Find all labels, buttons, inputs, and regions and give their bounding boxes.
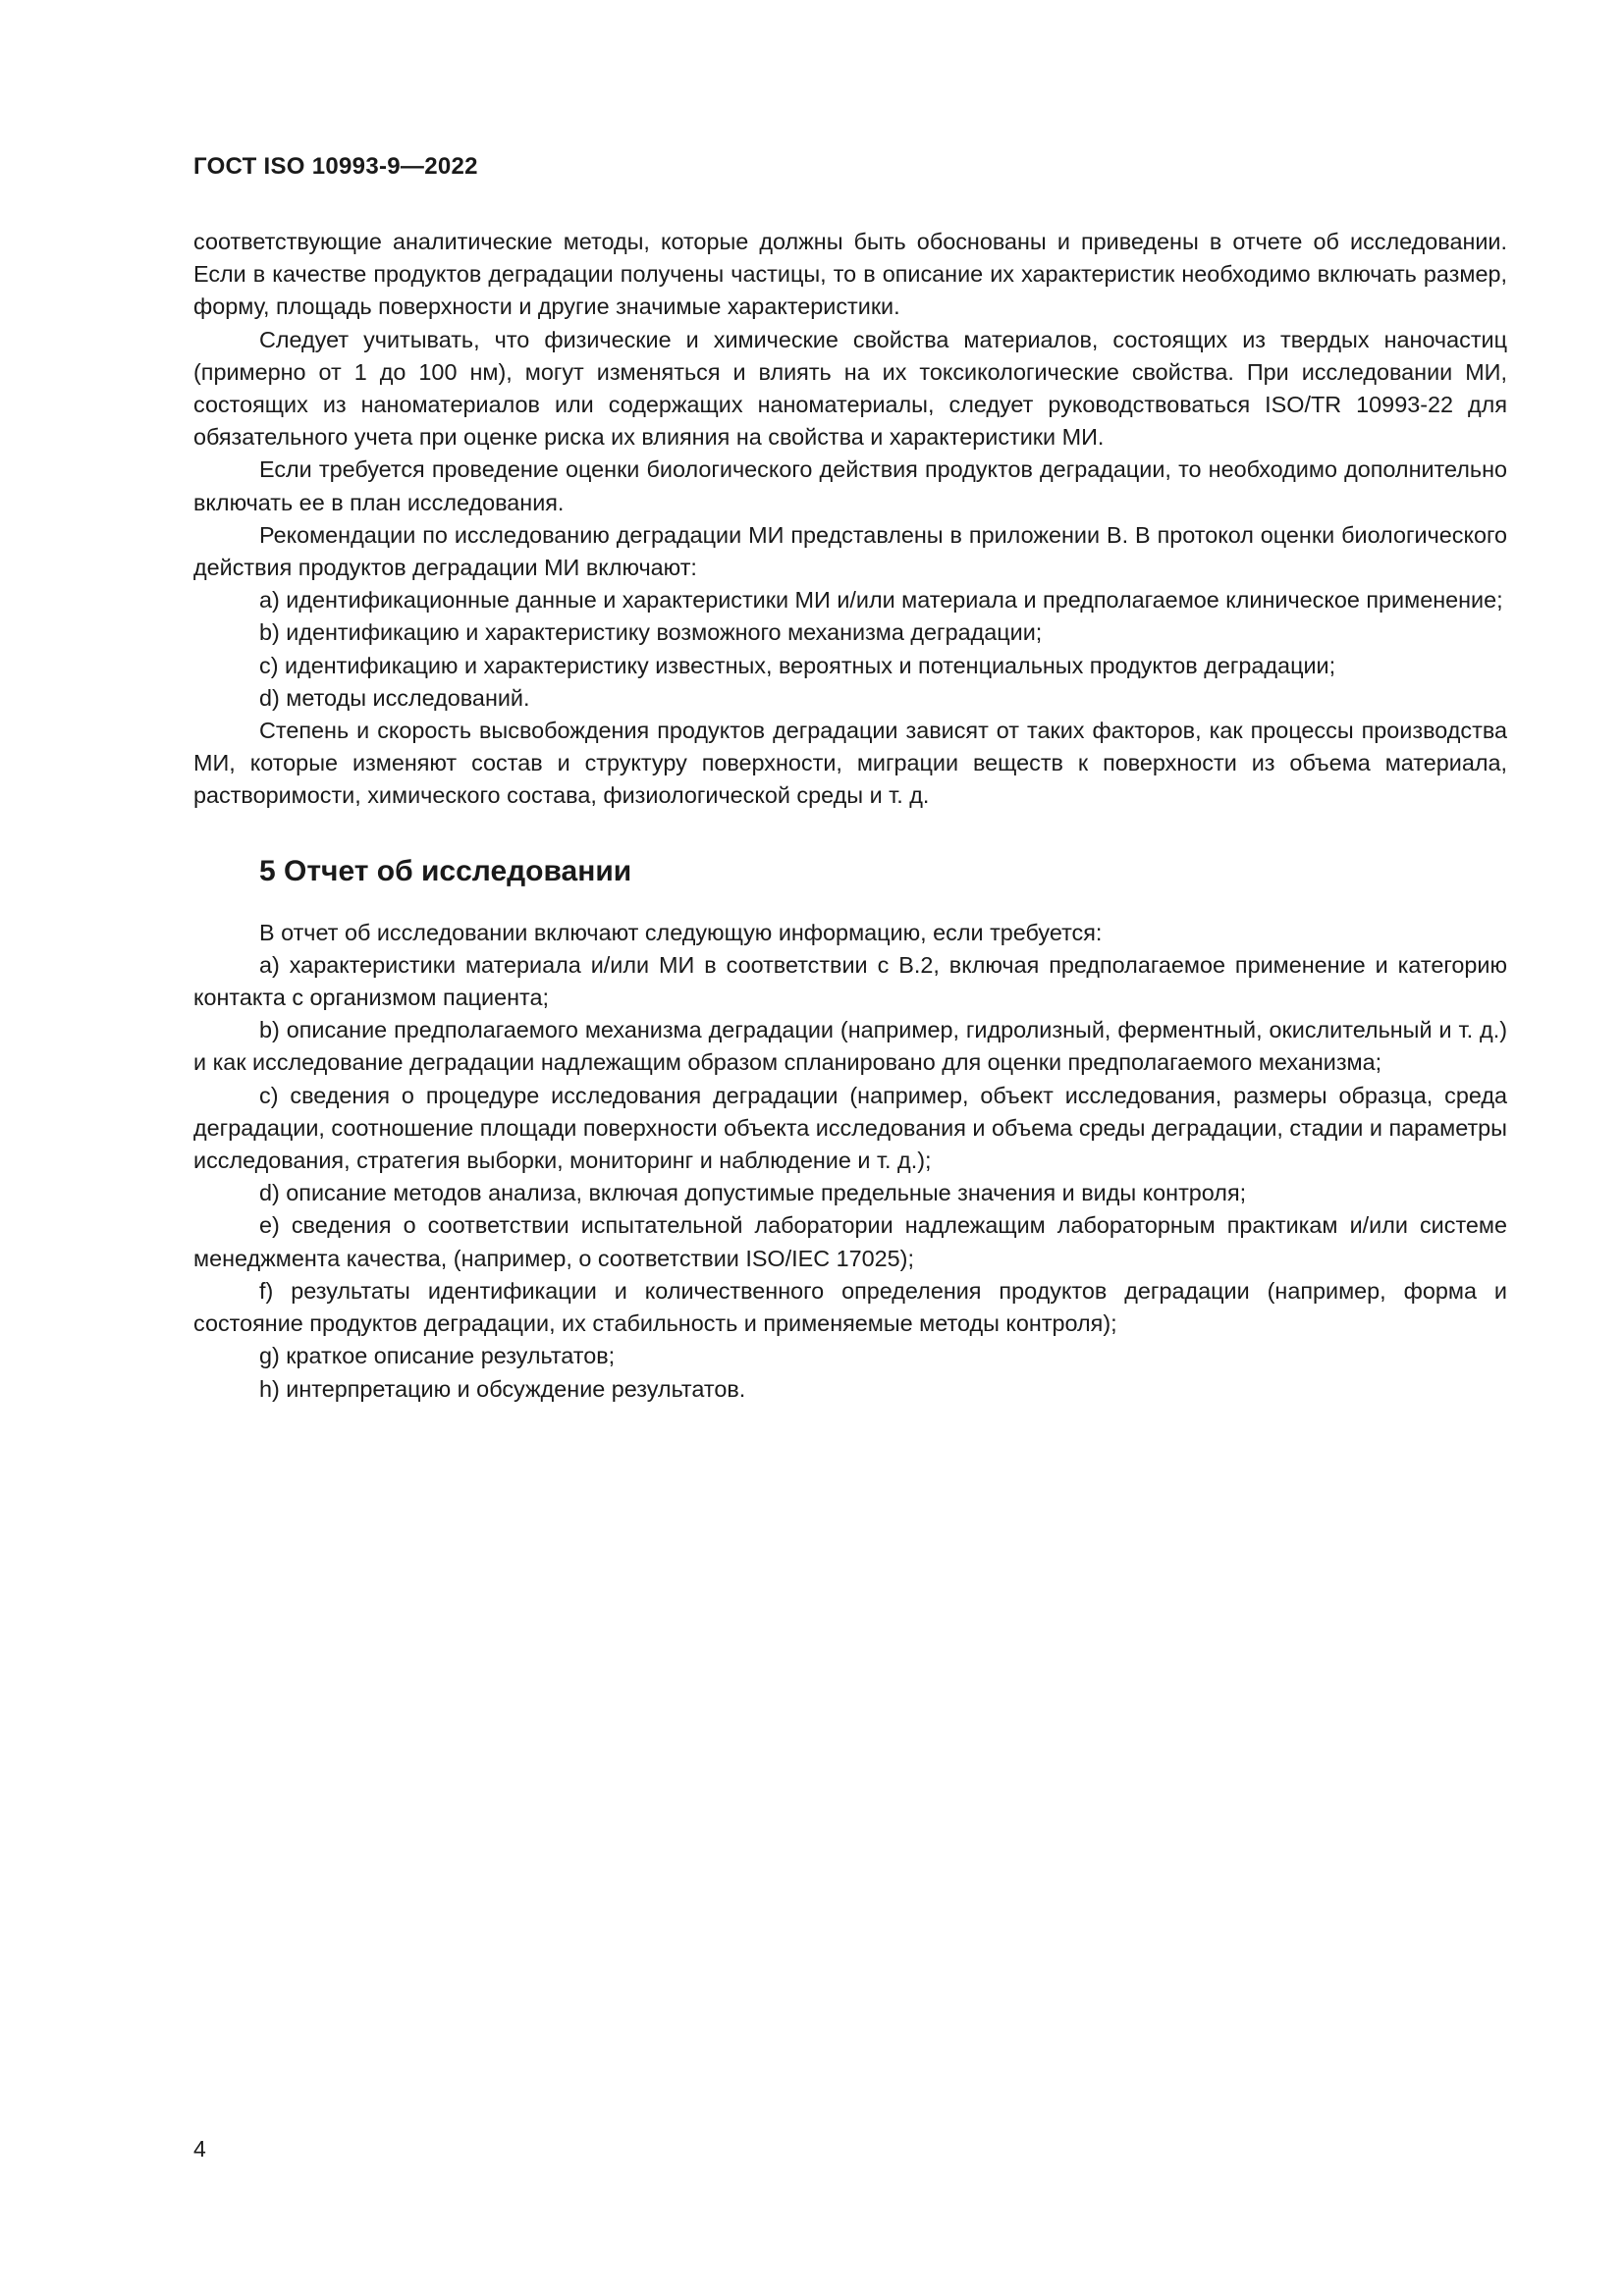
list-item: a) характеристики материала и/или МИ в соответствии с В.2, включая предполагаемое применение и категорию контакта с организмом пациента; xyxy=(193,951,1507,1011)
list-item: h) интерпретацию и обсуждение результатов. xyxy=(259,1375,746,1402)
list-item: g) краткое описание результатов; xyxy=(259,1343,616,1369)
list-item: a) идентификационные данные и характеристики МИ и/или материала и предполагаемое клиническое применение; xyxy=(259,587,1503,614)
page-header: ГОСТ ISO 10993-9—2022 xyxy=(193,153,478,180)
list-item: b) описание предполагаемого механизма деградации (например, гидролизный, ферментный, окислительный и т. д.) и как исследование деградации надлежащим образом спланировано для оценки предполагаемого механизма; xyxy=(193,1017,1507,1076)
list-item: d) описание методов анализа, включая допустимые предельные значения и виды контроля; xyxy=(259,1180,1247,1206)
paragraph: В отчет об исследовании включают следующую информацию, если требуется: xyxy=(259,919,1103,945)
list-item: e) сведения о соответствии испытательной лаборатории надлежащим лабораторным практикам и/или системе менеджмента качества, (например, о соответствии ISO/IEC 17025); xyxy=(193,1212,1507,1271)
list-item: c) сведения о процедуре исследования деградации (например, объект исследования, размеры образца, среда деградации, соотношение площади поверхности объекта исследования и объема среды деградации, стадии и параметры исследования, стратегия выборки, мониторинг и наблюдение и т. д.); xyxy=(193,1082,1507,1174)
page-content xyxy=(193,226,1507,1406)
paragraph: Степень и скорость высвобождения продуктов деградации зависят от таких факторов, как процессы производства МИ, которые изменяют состав и структуру поверхности, миграции веществ к поверхности из объема материала, растворимости, химического состава, физиологической среды и т. д. xyxy=(193,718,1507,809)
paragraph: Если требуется проведение оценки биологического действия продуктов деградации, то необходимо дополнительно включать ее в план исследования. xyxy=(193,456,1507,515)
paragraph: Следует учитывать, что физические и химические свойства материалов, состоящих из твердых наночастиц (примерно от 1 до 100 нм), могут изменяться и влиять на их токсикологические свойства. При исследовании МИ, состоящих из наноматериалов или содержащих наноматериалы, следует руководствоваться ISO/TR 10993-22 для обязательного учета при оценке риска их влияния на свойства и характеристики МИ. xyxy=(193,326,1507,451)
list-item: b) идентификацию и характеристику возможного механизма деградации; xyxy=(259,619,1043,646)
list-item: c) идентификацию и характеристику известных, вероятных и потенциальных продуктов деградации; xyxy=(259,652,1336,678)
paragraph: соответствующие аналитические методы, которые должны быть обоснованы и приведены в отчете об исследовании. Если в качестве продуктов деградации получены частицы, то в описание их характеристик необходимо включать размер, форму, площадь поверхности и другие значимые характеристики. xyxy=(193,229,1507,320)
list-item: f) результаты идентификации и количественного определения продуктов деградации (например, форма и состояние продуктов деградации, их стабильность и применяемые методы контроля); xyxy=(193,1277,1507,1337)
section-heading: 5 Отчет об исследовании xyxy=(259,854,632,887)
page-number: 4 xyxy=(193,2136,206,2162)
list-item: d) методы исследований. xyxy=(259,684,530,711)
paragraph: Рекомендации по исследованию деградации МИ представлены в приложении В. В протокол оценки биологического действия продуктов деградации МИ включают: xyxy=(193,521,1507,581)
